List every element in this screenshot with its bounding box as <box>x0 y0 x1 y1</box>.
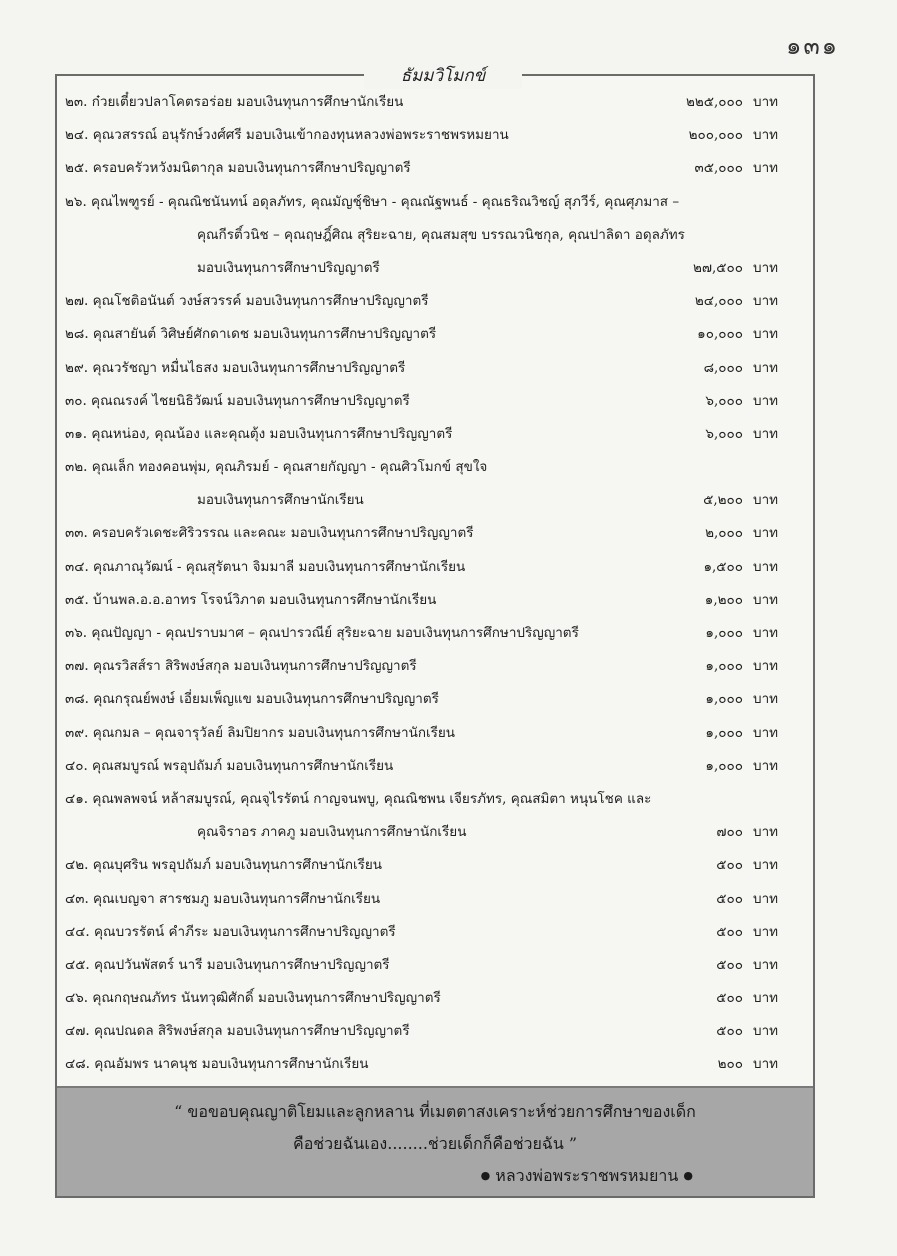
donation-amount: ๕,๒๐๐ <box>703 492 743 509</box>
currency-unit: บาท <box>753 824 779 841</box>
currency-unit: บาท <box>753 425 779 442</box>
donation-row <box>65 316 799 349</box>
donation-amount: ๒,๐๐๐ <box>705 525 743 542</box>
donation-row <box>65 1046 799 1079</box>
donation-text: ๓๔. คุณภาณุวัฒน์ - คุณสุรัตนา จิมมาลี มอบเงินทุนการศึกษานักเรียน <box>65 558 466 575</box>
donation-row <box>65 250 799 283</box>
currency-unit: บาท <box>753 658 779 675</box>
currency-unit: บาท <box>753 591 779 608</box>
donation-amount: ๕๐๐ <box>716 990 743 1007</box>
quote-author-line <box>327 1164 693 1189</box>
donation-amount: ๒๔,๐๐๐ <box>694 293 743 310</box>
page-number: ๑๓๑ <box>786 32 839 60</box>
donation-text: ๓๒. คุณเล็ก ทองคอนพุ่ม, คุณภิรมย์ - คุณสายกัญญา - คุณศิวโมกข์ สุขใจ <box>65 459 488 476</box>
donation-amount: ๕๐๐ <box>716 1023 743 1040</box>
donation-amount: ๑,๐๐๐ <box>705 691 743 708</box>
donation-text: ๔๗. คุณปณดล สิริพงษ์สกุล มอบเงินทุนการศึกษาปริญญาตรี <box>65 1023 410 1040</box>
currency-unit: บาท <box>753 757 779 774</box>
currency-unit: บาท <box>753 625 779 641</box>
currency-unit: บาท <box>753 956 779 973</box>
currency-unit: บาท <box>753 1023 779 1040</box>
currency-unit: บาท <box>753 923 779 940</box>
donation-text: ๒๓. ก๋วยเตี๋ยวปลาโคตรอร่อย มอบเงินทุนการศึกษานักเรียน <box>65 94 404 110</box>
donation-amount: ๗๐๐ <box>716 824 743 841</box>
donation-text: ๔๘. คุณอัมพร นาคนุช มอบเงินทุนการศึกษานักเรียน <box>65 1056 369 1073</box>
donation-list <box>65 84 799 1080</box>
donation-row <box>65 383 799 416</box>
bullet-icon: ● <box>683 1169 693 1182</box>
currency-unit: บาท <box>753 326 779 343</box>
donation-text: ๓๙. คุณกมล – คุณจารุวัลย์ ลิมปิยากร มอบเงินทุนการศึกษานักเรียน <box>65 724 456 741</box>
donation-text: ๔๐. คุณสมบูรณ์ พรอุปถัมภ์ มอบเงินทุนการศึกษานักเรียน <box>65 757 394 774</box>
donation-amount: ๘,๐๐๐ <box>703 359 743 376</box>
donation-amount: ๕๐๐ <box>716 857 743 874</box>
donation-text: ๔๖. คุณกฤษณภัทร นันทวุฒิศักดิ์ มอบเงินทุนการศึกษาปริญญาตรี <box>65 990 441 1007</box>
donation-amount: ๕๐๐ <box>716 890 743 907</box>
currency-unit: บาท <box>753 691 779 708</box>
donation-amount: ๒๐๐ <box>717 1056 743 1073</box>
donation-text: มอบเงินทุนการศึกษานักเรียน <box>197 492 364 509</box>
donation-row <box>65 947 799 980</box>
donation-amount: ๑๐,๐๐๐ <box>697 326 743 343</box>
donation-text: มอบเงินทุนการศึกษาปริญญาตรี <box>197 259 380 276</box>
donation-row <box>65 615 799 648</box>
donation-row <box>65 881 799 914</box>
donation-text: ๔๑. คุณพลพจน์ หล้าสมบูรณ์, คุณจุไรรัตน์ กาญจนพบู, คุณณิชพน เจียรภัทร, คุณสมิตา หนุนโชค และ <box>65 790 652 807</box>
currency-unit: บาท <box>753 94 779 110</box>
donation-amount: ๒๐๐,๐๐๐ <box>688 127 743 144</box>
donation-amount: ๕๐๐ <box>716 923 743 940</box>
donation-text: ๒๔. คุณวสรรณ์ อนุรักษ์วงศ์ศรี มอบเงินเข้ากองทุนหลวงพ่อพระราชพรหมยาน <box>65 127 509 144</box>
donation-row <box>65 582 799 615</box>
donation-row <box>65 715 799 748</box>
donation-amount: ๑,๐๐๐ <box>705 658 743 675</box>
donation-text: ๔๒. คุณบุศริน พรอุปถัมภ์ มอบเงินทุนการศึกษานักเรียน <box>65 857 383 874</box>
donation-row <box>65 515 799 548</box>
donation-row <box>65 847 799 880</box>
donation-amount: ๑,๒๐๐ <box>704 591 743 608</box>
quote-line-1: “ ขอขอบคุณญาติโยมและลูกหลาน ที่เมตตาสงเคราะห์ช่วยการศึกษาของเด็ก <box>174 1102 696 1121</box>
currency-unit: บาท <box>753 558 779 575</box>
donation-row <box>65 283 799 316</box>
donation-row <box>65 217 799 250</box>
donation-row <box>65 681 799 714</box>
quote-line-2: คือช่วยฉันเอง........ช่วยเด็กก็คือช่วยฉัน ” <box>292 1134 578 1153</box>
donation-amount: ๖,๐๐๐ <box>705 392 743 409</box>
currency-unit: บาท <box>753 492 779 509</box>
donation-text: ๔๕. คุณปวันพัสตร์ นารี มอบเงินทุนการศึกษาปริญญาตรี <box>65 956 390 973</box>
donation-text: ๓๘. คุณกรุณย์พงษ์ เอี่ยมเพ็ญแข มอบเงินทุนการศึกษาปริญญาตรี <box>65 691 439 708</box>
donation-text: ๓๑. คุณหน่อง, คุณน้อง และคุณตุ้ง มอบเงินทุนการศึกษาปริญญาตรี <box>65 425 453 442</box>
donation-row <box>65 648 799 681</box>
donation-text: ๒๙. คุณวรัชญา หมื่นไธสง มอบเงินทุนการศึกษาปริญญาตรี <box>65 359 406 376</box>
currency-unit: บาท <box>753 127 779 144</box>
currency-unit: บาท <box>753 160 779 177</box>
donation-amount: ๓๕,๐๐๐ <box>694 160 743 177</box>
donation-row <box>65 980 799 1013</box>
donation-amount: ๒๗,๕๐๐ <box>692 259 743 276</box>
section-title: ธัมมวิโมกข์ <box>364 62 522 89</box>
donation-row <box>65 914 799 947</box>
quote-box <box>57 1086 813 1196</box>
donation-amount: ๒๒๕,๐๐๐ <box>685 94 743 110</box>
donation-row <box>65 416 799 449</box>
donation-text: ๒๗. คุณโชติอนันต์ วงษ์สวรรค์ มอบเงินทุนการศึกษาปริญญาตรี <box>65 293 429 310</box>
donation-amount: ๖,๐๐๐ <box>705 425 743 442</box>
donation-row <box>65 482 799 515</box>
donation-text: คุณกีรติ์วนิช – คุณฤษฎิ์ศิณ สุริยะฉาย, คุณสมสุข บรรณวนิชกุล, คุณปาลิดา อดุลภัทร <box>197 226 685 243</box>
currency-unit: บาท <box>753 724 779 741</box>
donation-row <box>65 350 799 383</box>
donation-row <box>65 150 799 183</box>
donation-amount: ๑,๐๐๐ <box>705 757 743 774</box>
currency-unit: บาท <box>753 857 779 874</box>
donation-text: ๓๗. คุณรวิสส์รา สิริพงษ์สกุล มอบเงินทุนการศึกษาปริญญาตรี <box>65 658 417 675</box>
donation-text: ๓๖. คุณปัญญา - คุณปราบมาศ – คุณปารวณีย์ สุริยะฉาย มอบเงินทุนการศึกษาปริญญาตรี <box>65 625 579 641</box>
donation-amount: ๕๐๐ <box>716 956 743 973</box>
donation-text: ๓๕. บ้านพล.อ.อ.อาทร โรจน์วิภาต มอบเงินทุนการศึกษานักเรียน <box>65 591 437 608</box>
currency-unit: บาท <box>753 1056 779 1073</box>
donation-row <box>65 1013 799 1046</box>
donation-text: ๓๐. คุณณรงค์ ไชยนิธิวัฒน์ มอบเงินทุนการศึกษาปริญญาตรี <box>65 392 410 409</box>
donation-row <box>65 781 799 814</box>
currency-unit: บาท <box>753 525 779 542</box>
donation-text: ๔๔. คุณบวรรัตน์ คำภีระ มอบเงินทุนการศึกษาปริญญาตรี <box>65 923 396 940</box>
donation-text: ๒๘. คุณสายันต์ วิศิษย์ศักดาเดช มอบเงินทุนการศึกษาปริญญาตรี <box>65 326 437 343</box>
donation-row <box>65 184 799 217</box>
quote-author: หลวงพ่อพระราชพรหมยาน <box>495 1166 679 1185</box>
donation-list-frame <box>55 74 815 1198</box>
donation-row <box>65 748 799 781</box>
donation-row <box>65 814 799 847</box>
currency-unit: บาท <box>753 890 779 907</box>
donation-row <box>65 449 799 482</box>
donation-row <box>65 549 799 582</box>
currency-unit: บาท <box>753 259 779 276</box>
donation-text: ๓๓. ครอบครัวเดชะศิริวรรณ และคณะ มอบเงินทุนการศึกษาปริญญาตรี <box>65 525 474 542</box>
donation-amount: ๑,๐๐๐ <box>705 625 743 641</box>
currency-unit: บาท <box>753 990 779 1007</box>
currency-unit: บาท <box>753 392 779 409</box>
donation-text: ๒๖. คุณไพฑูรย์ - คุณณิชนันทน์ อดุลภัทร, คุณมัญชุ์ชิษา - คุณณัฐพนธ์ - คุณธริณวิชญ์ สุภวีร์, คุณศุภมาส – <box>65 193 680 210</box>
currency-unit: บาท <box>753 359 779 376</box>
bullet-icon: ● <box>480 1169 491 1182</box>
donation-amount: ๑,๐๐๐ <box>705 724 743 741</box>
currency-unit: บาท <box>753 293 779 310</box>
donation-row <box>65 117 799 150</box>
donation-text: คุณจิราอร ภาคภู มอบเงินทุนการศึกษานักเรียน <box>197 824 467 841</box>
donation-text: ๒๕. ครอบครัวหวังมนิตากุล มอบเงินทุนการศึกษาปริญญาตรี <box>65 160 411 177</box>
donation-text: ๔๓. คุณเบญจา สารชมภู มอบเงินทุนการศึกษานักเรียน <box>65 890 381 907</box>
donation-amount: ๑,๕๐๐ <box>703 558 743 575</box>
